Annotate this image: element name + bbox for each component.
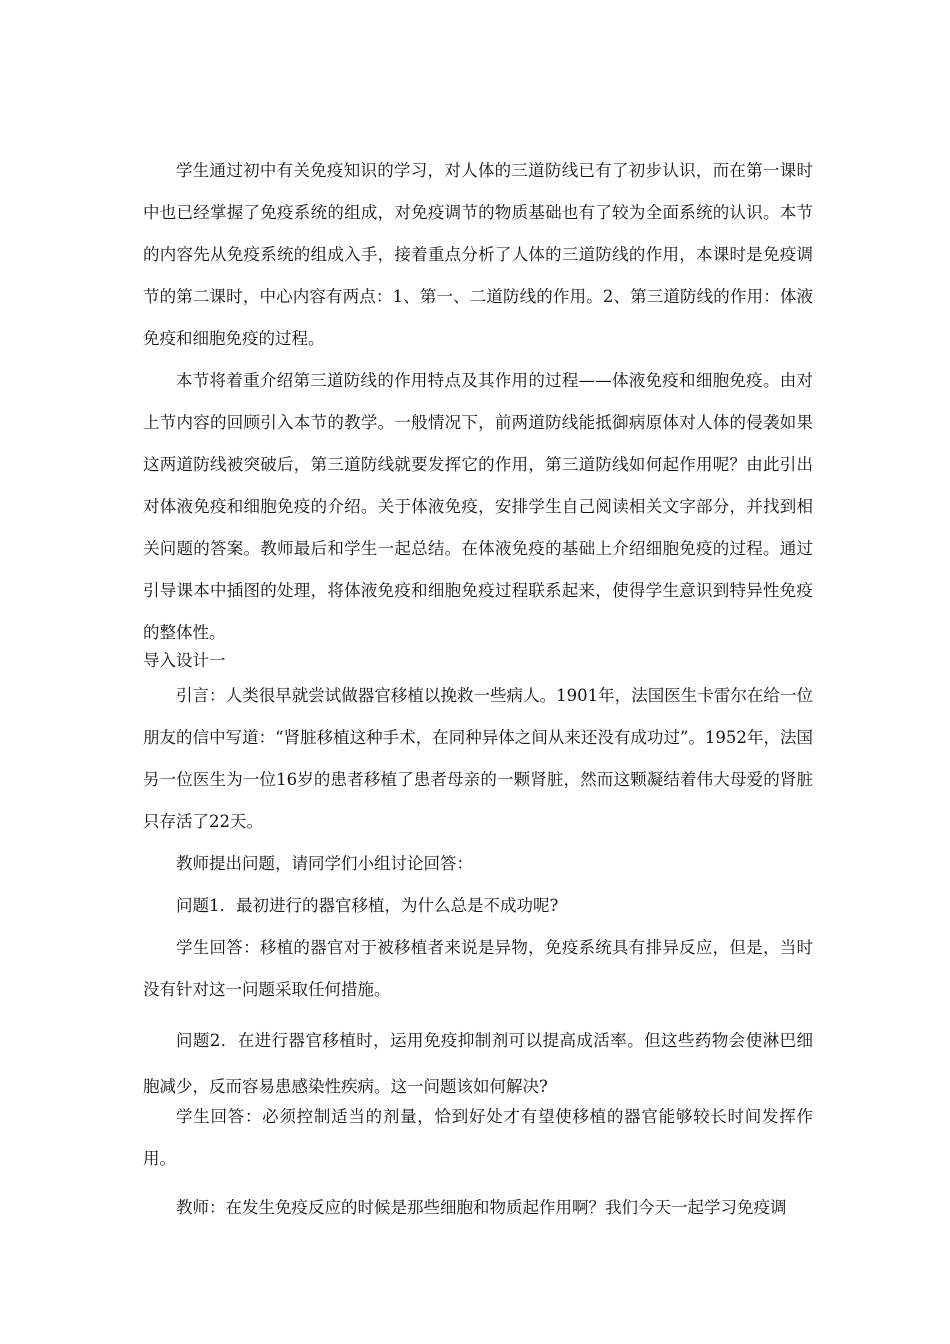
paragraph-focus: 本节将着重介绍第三道防线的作用特点及其作用的过程——体液免疫和细胞免疫。由对上节内容的回顾引入本节的教学。一般情况下，前两道防线能抵御病原体对人体的侵袭如果这两道防线被突破后，第三道防线就要发挥它的作用，第三道防线如何起作用呢？由此引出对体液免疫和细胞免疫的介绍。关于体液免疫，安排学生自己阅读相关文字部分，并找到相关问题的答案。教师最后和学生一起总结。在体液免疫的基础上介绍细胞免疫的过程。通过引导课本中插图的处理，将体液免疫和细胞免疫过程联系起来，使得学生意识到特异性免疫的整体性。: [143, 371, 813, 642]
teacher-final: 教师：在发生免疫反应的时候是那些细胞和物质起作用啊？我们今天一起学习免疫调: [176, 1198, 787, 1217]
section-title: 导入设计一: [143, 651, 226, 670]
answer-1: 学生回答：移植的器官对于被移植者来说是异物，免疫系统具有排异反应，但是，当时没有针对这一问题采取任何措施。: [143, 938, 813, 999]
paragraph-intro: 引言：人类很早就尝试做器官移植以挽救一些病人。1901年，法国医生卡雷尔在给一位朋友的信中写道：“肾脏移植这种手术，在同种异体之间从来还没有成功过”。1952年，法国另一位医生为一位16岁的患者移植了患者母亲的一颗肾脏，然而这颗凝结着伟大母爱的肾脏只存活了22天。: [143, 686, 813, 831]
answer-2: 学生回答：必须控制适当的剂量，恰到好处才有望使移植的器官能够较长时间发挥作用。: [143, 1107, 813, 1168]
paragraph-overview: 学生通过初中有关免疫知识的学习，对人体的三道防线已有了初步认识，而在第一课时中也已经掌握了免疫系统的组成，对免疫调节的物质基础也有了较为全面系统的认识。本节的内容先从免疫系统的组成入手，接着重点分析了人体的三道防线的作用，本课时是免疫调节的第二课时，中心内容有两点：1、第一、二道防线的作用。2、第三道防线的作用：体液免疫和细胞免疫的过程。: [143, 161, 813, 348]
question-1: 问题1．最初进行的器官移植，为什么总是不成功呢?: [176, 896, 559, 915]
question-2: 问题2．在进行器官移植时，运用免疫抑制剂可以提高成活率。但这些药物会使淋巴细胞减少，反而容易患感染性疾病。这一问题该如何解决?: [143, 1031, 813, 1096]
teacher-prompt: 教师提出问题，请同学们小组讨论回答：: [176, 854, 473, 873]
